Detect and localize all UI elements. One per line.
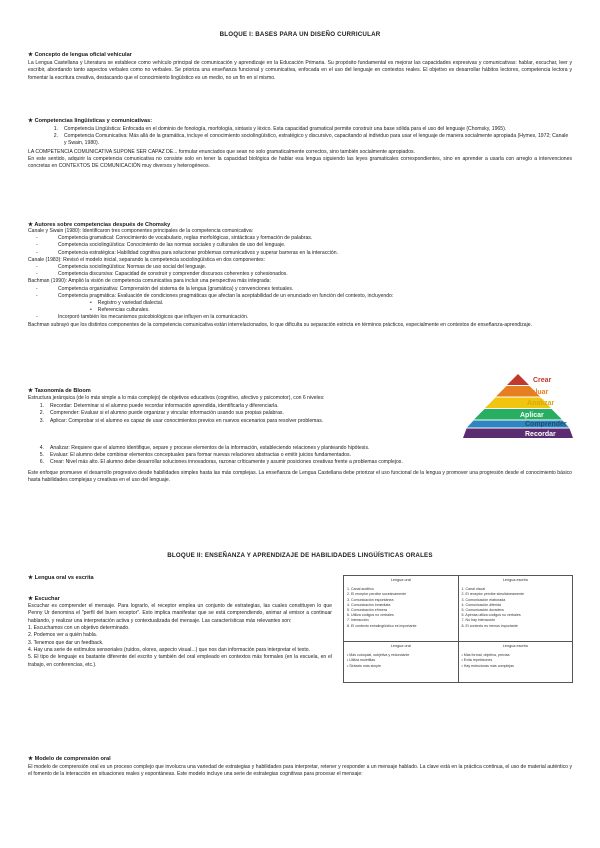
pyramid-label: Aplicar [520, 412, 544, 419]
list-item: - Competencia estratégica: Habilidad cognitiva para solucionar problemas comunicativos y superar barreras en la interacción. [36, 249, 339, 256]
list-item: • Referencias culturales. [90, 307, 150, 314]
pyramid-label: Analizar [527, 400, 555, 407]
table-header: Lengua oral [390, 644, 411, 648]
list-item: - Competencia gramatical: Conocimiento de vocabulario, reglas morfológicas, sintácticas y formación de palabras. [36, 235, 313, 242]
list-item: 4. Hay una serie de estímulos sensoriales (ruidos, olores, aspecto visual...) que nos dan información para interpretar el texto. [28, 646, 310, 653]
pyramid-level-crear [507, 374, 529, 385]
bachman-text: Bachman (1990): Amplió la visión de competencia comunicativa para incluir una perspectiva más integrada: [28, 278, 271, 285]
pyramid-level-aplicar [474, 409, 562, 420]
concepto-heading: ★ Concepto de lengua oficial vehicular [28, 52, 132, 58]
table-item: 1. Canal visual [461, 587, 486, 592]
list-item: 2. Competencia Comunicativa: Más allá de la gramática, incluye el conocimiento sociolingüístico, estratégico y discursivo, capacitando al individuo para usar el lenguaje de manera socialmente apropiada (Hymes, 1972; Canale y Swain, 1980). [53, 133, 569, 147]
table-header: Lengua oral [390, 578, 411, 582]
list-item: 4. Analizar: Requiere que el alumno identifique, separe y procese elementos de la información, estableciendo relaciones y planteando hipótesis. [39, 445, 370, 451]
list-item: - Competencia organizativa: Comprensión del sistema de la lengua (gramática) y convenciones textuales. [36, 285, 294, 292]
concepto-section [28, 52, 572, 82]
autores-heading: ★ Autores sobre competencias después de Chomsky [28, 222, 171, 228]
list-item: - Competencia pragmática: Evaluación de condiciones pragmáticas que afectan la aceptabilidad de un enunciado en función del contexto, incluyendo: [36, 292, 394, 299]
table-item: 5. Comunicación efímera [347, 608, 387, 613]
table-item: • Evita repeticiones [461, 658, 493, 663]
concepto-text: La Lengua Castellana y Literatura se establece como vehículo principal de comunicación y aprendizaje en la Educación Primaria. Su propósito fundamental es mejorar las capacidades expresivas y comunicativas: hablar, escuchar, leer y escribir, abordando tanto aspectos verbales como no verbales. Se prioriza una enseñanza funcional y comunicativa, enfocada en el uso del lenguaje en contextos reales. El objetivo es desarrollar hábitos lectores, competencia lectora y fomentar la escritura creativa, destacando que el conocimiento lingüístico es un medio, no un fin en sí mismo. [28, 60, 572, 81]
pyramid-level-recordar [463, 429, 573, 439]
escuchar-heading: ★ Escuchar [28, 596, 60, 602]
table-item: • Sintaxis más simple [347, 663, 382, 668]
list-item: 1. Recordar: Determinar si el alumno puede recordar información aprendida, identificarla y diferenciarla. [39, 403, 279, 410]
table-cell [344, 576, 459, 642]
bloom-list-lower [28, 445, 572, 484]
table-cell [458, 576, 573, 642]
table-item: 2. El receptor percibe simultáneamente [461, 592, 525, 597]
list-item: 3. Aplicar: Comprobar si el alumno es capaz de usar conocimientos previos en nuevos escenarios para resolver problemas. [39, 417, 324, 424]
list-item: 5. Evaluar: El alumno debe combinar elementos conceptuales para formar nuevas relaciones abstractas o emitir juicios fundamentados. [39, 452, 351, 459]
list-item: 3. Tenemos que dar un feedback. [28, 639, 104, 646]
escuchar-text: Escuchar es comprender el mensaje. Para lograrlo, el receptor emplea un conjunto de estrategias, las cuales constituyen lo que Penny Ur denomina el "perfil del buen receptor". Esto implica manifestar que se está comprendiendo, animar al emisor a continuar hablando, y realizar una interpretación activa y contextualizada del mensaje. Las características más relevantes son: [28, 603, 332, 624]
bloom-pyramid [463, 372, 573, 442]
table-item: 3. Comunicación elaborada [461, 597, 506, 602]
pyramid-label: Recordar [525, 431, 556, 438]
list-item: 2. Comprender: Evaluar si el alumno puede organizar y vincular información usando sus propias palabras. [39, 410, 284, 417]
table-item: 7. No hay interacción [461, 618, 496, 623]
list-item: 1. Escuchamos con un objetivo determinado. [28, 625, 130, 632]
bachman-note: Bachman subrayó que los distintos componentes de la competencia comunicativa están interrelacionados, lo que dificulta su separación estricta en términos prácticos, especialmente en contextos de enseñanza-aprendizaje. [28, 321, 533, 328]
oral-heading: ★ Lengua oral vs escrita [28, 575, 94, 581]
autores-section [28, 222, 572, 329]
list-item: 2. Podemos ver a quién habla. [28, 632, 98, 639]
list-item: - Competencia sociolingüística: Conocimiento de las normas sociales y culturales de uso del lenguaje. [36, 242, 286, 249]
table-item: • Utiliza muletillas [347, 658, 376, 663]
list-item: - Competencia sociolingüística: Normas de uso social del lenguaje. [36, 264, 207, 271]
competencia-paragraph: En este sentido, adquirir la competencia comunicativa no consiste solo en tener la capacidad biológica de hablar esa lengua siguiendo las leyes gramaticales correspondientes, sino en aprender a usarla con arreglo a intervenciones concretas en CONTEXTOS DE COMUNICACIÓN muy diversos y heterogéneos. [28, 156, 572, 170]
table-item: • Más formal, objetiva, precisa [461, 653, 510, 658]
bloom-section [28, 388, 458, 425]
pyramid-label: Comprender [525, 421, 567, 428]
bloque1-title: BLOQUE I: BASES PARA UN DISEÑO CURRICULAR [219, 31, 381, 38]
competencias-heading: ★ Competencias lingüísticas y comunicativas: [28, 118, 153, 124]
list-item: 5. El tipo de lenguaje es bastante diferente del escrito y también del oral empleado en contextos más formales (en la escuela, en el trabajo, en conferencias, etc.). [28, 654, 332, 668]
canale-1983-text: Canale (1983): Revisó el modelo inicial, separando la competencia sociolingüística en dos componentes: [28, 256, 265, 263]
table-item: 3. Comunicación espontánea [347, 597, 394, 602]
oral-vs-escrita-table [343, 575, 573, 683]
table-header: Lengua escrita [502, 644, 528, 648]
table-item: 8. El contexto extralingüístico es importante [347, 623, 417, 628]
table-cell [458, 642, 573, 683]
table-cell [344, 642, 459, 683]
table-item: • Más coloquial, subjetiva y redundante [347, 653, 410, 658]
table-item: 4. Comunicación inmediata [347, 602, 391, 607]
table-item: 6. Utiliza códigos no verbales [347, 613, 394, 618]
bloom-heading: ★ Taxonomía de Bloom [28, 388, 91, 394]
canale-swain-text: Canale y Swain (1980): Identificaron tres componentes principales de la competencia comunicativa: [28, 228, 254, 234]
pyramid-label: Evaluar [523, 389, 549, 396]
modelo-heading: ★ Modelo de comprensión oral [28, 756, 111, 762]
bloque2-title: BLOQUE II: ENSEÑANZA Y APRENDIZAJE DE HABILIDADES LINGÜÍSTICAS ORALES [167, 552, 433, 559]
table-item: 1. Canal auditivo [347, 587, 374, 592]
pyramid-label: Crear [533, 377, 552, 384]
modelo-text: El modelo de comprensión oral es un proceso complejo que involucra una variedad de estrategias y habilidades para interpretar, retener y responder a un mensaje hablado. La clave está en la práctica continua, el uso de material auténtico y el fomento de la interacción en situaciones reales y espontáneas. Este modelo incluye una serie de estrategias cognitivas para procesar el mensaje: [28, 764, 572, 778]
table-item: 8. El contexto es menos importante [461, 623, 518, 628]
table-item: 2. El receptor percibe sucesivamente [347, 592, 407, 597]
bloom-outro: Este enfoque promueve el desarrollo progresivo desde habilidades simples hasta las más complejas. La enseñanza de Lengua Castellana debe priorizar el uso funcional de la lengua y promover una progresión desde el conocimiento básico hasta habilidades complejas y creativas en el uso del lenguaje. [28, 469, 572, 484]
list-item: 1. Competencia Lingüística: Enfocada en el dominio de fonología, morfología, sintaxis y léxico. Esta capacidad gramatical permite construir una base sólida para el uso del lenguaje (Chomsky, 1965). [53, 126, 507, 132]
list-item: - Competencia discursiva: Capacidad de construir y comprender discursos coherentes y cohesionados. [36, 271, 288, 278]
table-item: • Hay estructuras más complejas [461, 663, 514, 668]
modelo-section [28, 756, 572, 779]
competencias-section [28, 118, 572, 171]
bloom-intro: Estructura jerárquica (de lo más simple a lo más complejo) de objetivos educativos (cognitivo, afectivo y psicomotor), con 6 niveles: [28, 395, 325, 401]
table-item: 4. Comunicación diferida [461, 602, 502, 607]
list-item: - Incorporó también los mecanismos psicobiológicos que influyen en la comunicación. [36, 314, 249, 321]
competencia-paragraph: LA COMPETENCIA COMUNICATIVA SUPONE SER CAPAZ DE... formular enunciados que sean no solo gramaticalmente correctos, sino también socialmente apropiados. [28, 148, 415, 155]
list-item: • Registro y variedad dialectal. [90, 300, 164, 307]
comparison-table [343, 575, 573, 683]
table-header: Lengua escrita [502, 578, 528, 582]
table-item: 5. Comunicación duradera [461, 608, 504, 613]
table-item: 7. Interacción [347, 618, 369, 623]
escuchar-section [28, 596, 332, 669]
table-item: 6. Apenas utiliza códigos no verbales [461, 613, 521, 618]
list-item: 6. Crear: Nivel más alto. El alumno debe desarrollar soluciones innovadoras, razonar críticamente y asumir posiciones creativas frente a problemas complejos. [39, 459, 403, 466]
